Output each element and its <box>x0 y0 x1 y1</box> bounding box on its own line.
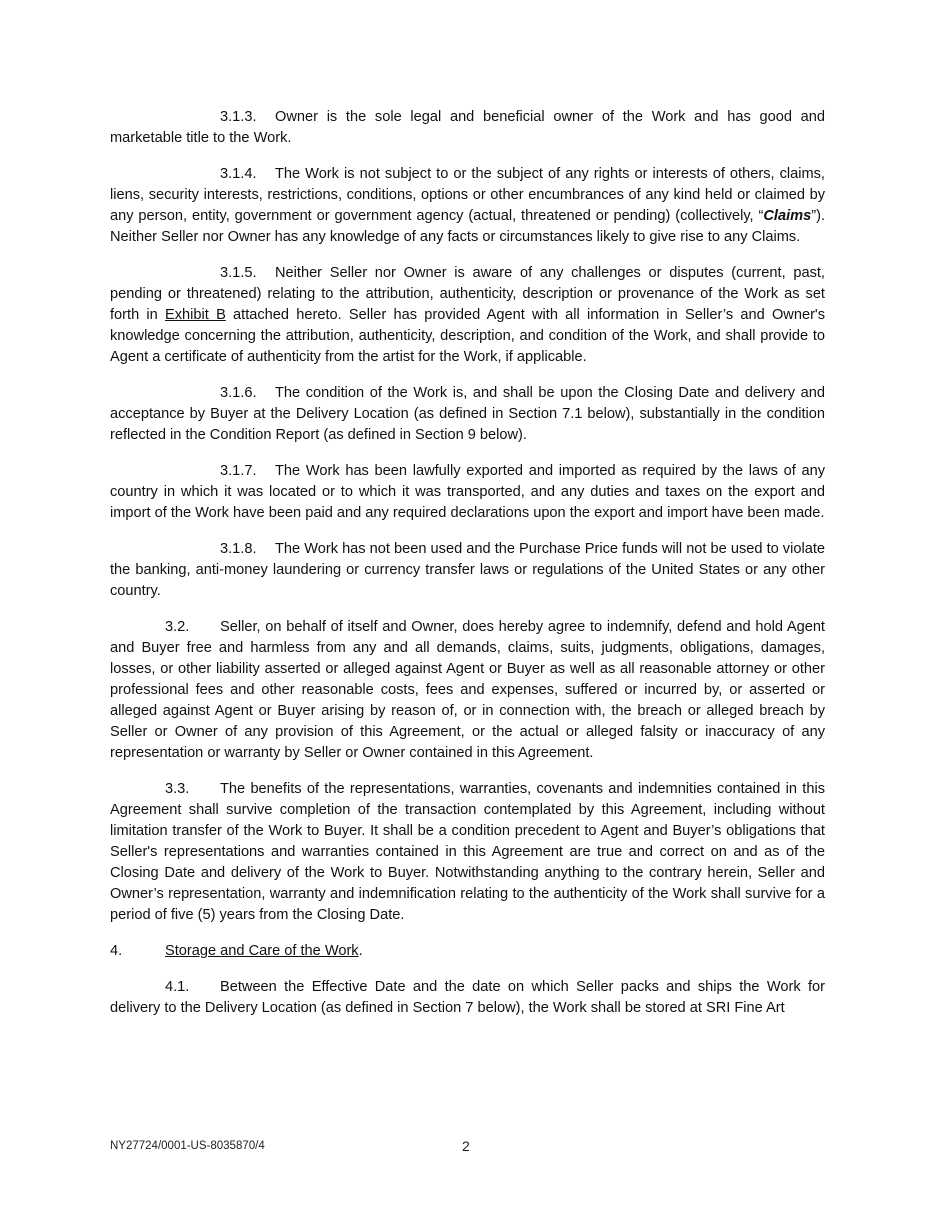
paragraph-text-cont: attached hereto. Seller has provided Agent with all information in Seller’s and Owner's knowledge concerning the attribution, authenticity, description, and condition of the Work, and shall provide to Agent a certificate of authenticity from the artist for the Work, if applicable. <box>110 307 826 365</box>
paragraph-text: Owner is the sole legal and beneficial owner of the Work and has good and marketable title to the Work. <box>110 109 825 146</box>
paragraph-text: The Work is not subject to or the subject of any rights or interests of others, claims, liens, security interests, restrictions, conditions, options or other encumbrances of any kind held or claimed by any person, entity, government or government agency (actual, threatened or pending) (collectively, “ <box>110 166 825 224</box>
section-number: 4. <box>110 943 123 959</box>
page-footer <box>110 1138 825 1152</box>
paragraph-number: 3.1.7. <box>220 463 257 479</box>
paragraph-text: The condition of the Work is, and shall be upon the Closing Date and delivery and acceptance by Buyer at the Delivery Location (as defined in Section 7.1 below), substantially in the condition reflected in the Condition Report (as defined in Section 9 below). <box>110 385 825 443</box>
paragraph-text: The Work has been lawfully exported and imported as required by the laws of any country in which it was located or to which it was transported, and any duties and taxes on the export and import of the Work have been paid and any required declarations upon the export and import have been made. <box>110 463 825 521</box>
paragraph-3-1-6 <box>110 383 825 446</box>
paragraph-3-1-3 <box>110 107 825 149</box>
paragraph-3-3 <box>110 779 825 926</box>
paragraph-number: 3.3. <box>165 781 190 797</box>
section-4-heading <box>110 941 825 962</box>
paragraph-text: Seller, on behalf of itself and Owner, does hereby agree to indemnify, defend and hold Agent and Buyer free and harmless from any and all demands, claims, suits, judgments, obligations, damages, losses, or other liability asserted or alleged against Agent or Buyer as well as all reasonable attorney or other professional fees and other reasonable costs, fees and expenses, suffered or incurred by, or asserted or alleged against Agent or Buyer arising by reason of, or in connection with, the breach or alleged breach by Seller or Owner of any provision of this Agreement, or the actual or alleged falsity or inaccuracy of any representation or warranty by Seller or Owner contained in this Agreement. <box>110 619 825 761</box>
section-title-period: . <box>358 943 363 959</box>
paragraph-4-1 <box>110 977 825 1019</box>
paragraph-text-cont: ”). Neither Seller nor Owner has any knowledge of any facts or circumstances likely to give rise to any Claims. <box>110 208 825 245</box>
paragraph-text: Between the Effective Date and the date on which Seller packs and ships the Work for delivery to the Delivery Location (as defined in Section 7 below), the Work shall be stored at SRI Fine Art <box>110 979 825 1016</box>
paragraph-text: The Work has not been used and the Purchase Price funds will not be used to violate the banking, anti-money laundering or currency transfer laws or regulations of the United States or any other country. <box>110 541 825 599</box>
paragraph-3-1-5 <box>110 263 825 368</box>
paragraph-number: 3.1.4. <box>220 166 257 182</box>
page-number: 2 <box>462 1138 470 1152</box>
paragraph-3-1-7 <box>110 461 825 524</box>
paragraph-number: 3.1.8. <box>220 541 257 557</box>
section-title: Storage and Care of the Work <box>165 943 359 959</box>
paragraph-number: 3.2. <box>165 619 190 635</box>
paragraph-number: 3.1.3. <box>220 109 257 125</box>
paragraph-number: 3.1.6. <box>220 385 257 401</box>
paragraph-text: Neither Seller nor Owner is aware of any challenges or disputes (current, past, pending or threatened) relating to the attribution, authenticity, description or provenance of the Work as set forth in <box>110 265 825 323</box>
paragraph-text: The benefits of the representations, warranties, covenants and indemnities contained in this Agreement shall survive completion of the transaction contemplated by this Agreement, including without limitation transfer of the Work to Buyer. It shall be a condition precedent to Agent and Buyer’s obligations that Seller's representations and warranties contained in this Agreement are true and correct on and as of the Closing Date and delivery of the Work to Buyer. Notwithstanding anything to the contrary herein, Seller and Owner’s representation, warranty and indemnification relating to the authenticity of the Work shall survive for a period of five (5) years from the Closing Date. <box>110 781 825 923</box>
document-id: NY27724/0001-US-8035870/4 <box>110 1140 265 1152</box>
paragraph-3-1-4 <box>110 164 825 248</box>
document-body <box>110 107 825 1034</box>
defined-term-claims: Claims <box>763 208 812 224</box>
paragraph-3-2 <box>110 617 825 764</box>
exhibit-b-reference: Exhibit B <box>165 307 226 323</box>
paragraph-number: 4.1. <box>165 979 190 995</box>
paragraph-number: 3.1.5. <box>220 265 257 281</box>
paragraph-3-1-8 <box>110 539 825 602</box>
